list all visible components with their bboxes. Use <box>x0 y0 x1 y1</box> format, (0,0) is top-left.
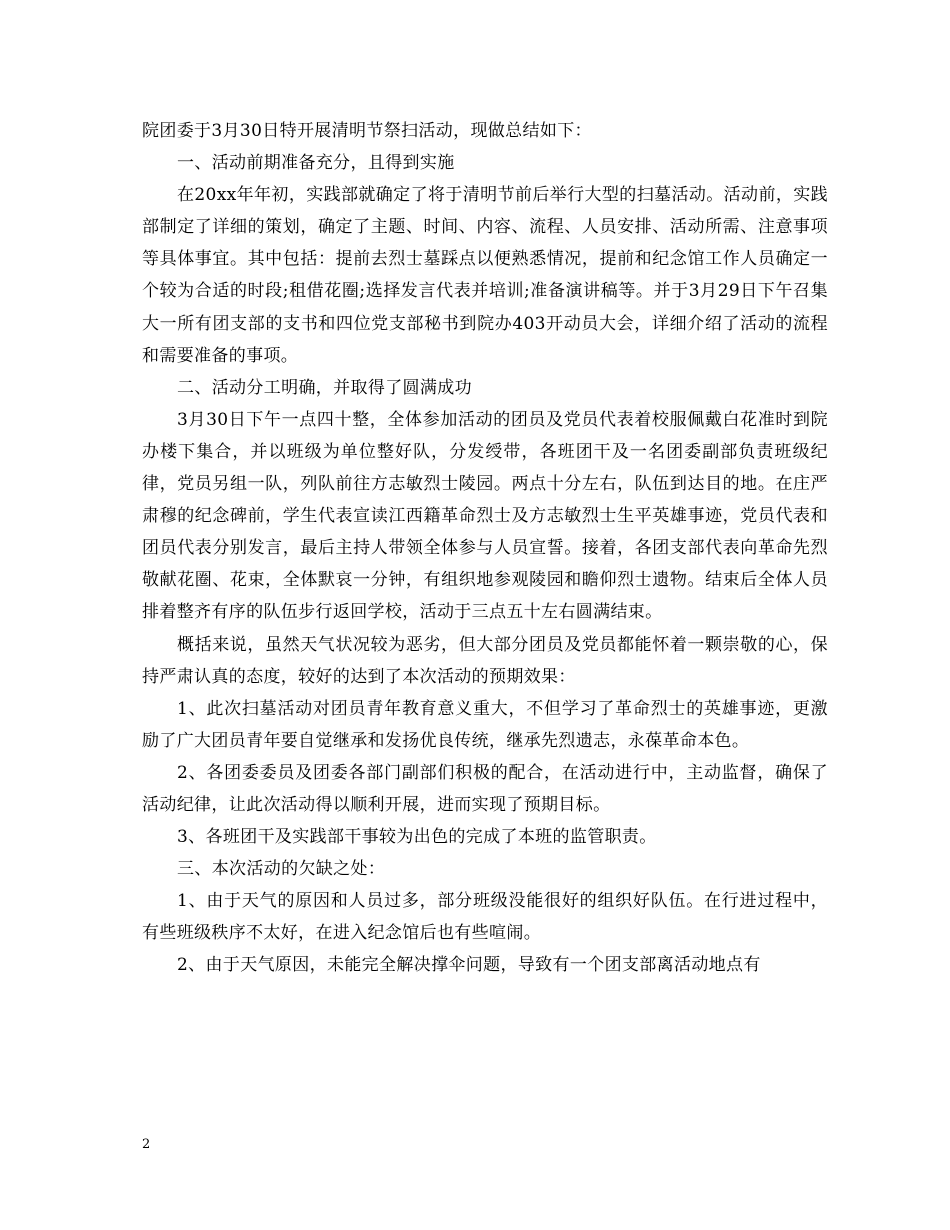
section-heading-2: 二、活动分工明确，并取得了圆满成功 <box>177 377 472 398</box>
paragraph-summary: 概括来说，虽然天气状况较为恶劣，但大部分团员及党员都能怀着一颗崇敬的心，保持严肃认真的态度，较好的达到了本次活动的预期效果： <box>142 634 828 687</box>
document-body <box>142 115 828 982</box>
section-heading-1: 一、活动前期准备充分，且得到实施 <box>177 153 455 174</box>
list-item: 2、由于天气原因，未能完全解决撑伞问题，导致有一个团支部离活动地点有 <box>177 955 761 976</box>
list-item: 2、各团委委员及团委各部门副部们积极的配合，在活动进行中，主动监督，确保了活动纪律，让此次活动得以顺利开展，进而实现了预期目标。 <box>142 762 828 815</box>
list-item: 1、此次扫墓活动对团员青年教育意义重大，不但学习了革命烈士的英雄事迹，更激励了广大团员青年要自觉继承和发扬优良传统，继承先烈遗志，永葆革命本色。 <box>142 698 828 751</box>
section-heading-3: 三、本次活动的欠缺之处： <box>177 859 386 880</box>
paragraph-intro: 院团委于3月30日特开展清明节祭扫活动，现做总结如下： <box>142 121 592 141</box>
list-item: 3、各班团干及实践部干事较为出色的完成了本班的监管职责。 <box>177 827 657 848</box>
paragraph-preparation: 在20xx年年初，实践部就确定了将于清明节前后举行大型的扫墓活动。活动前，实践部制定了详细的策划，确定了主题、时间、内容、流程、人员安排、活动所需、注意事项等具体事宜。其中包括：提前去烈士墓踩点以便熟悉情况，提前和纪念馆工作人员确定一个较为合适的时段;租借花圈;选择发言代表并培训;准备演讲稿等。并于3月29日下午召集大一所有团支部的支书和四位党支部秘书到院办403开动员大会，详细介绍了活动的流程和需要准备的事项。 <box>142 185 828 366</box>
paragraph-activity: 3月30日下午一点四十整，全体参加活动的团员及党员代表着校服佩戴白花准时到院办楼下集合，并以班级为单位整好队，分发绶带，各班团干及一名团委副部负责班级纪律，党员另组一队，列队前往方志敏烈士陵园。两点十分左右，队伍到达目的地。在庄严肃穆的纪念碑前，学生代表宣读江西籍革命烈士及方志敏烈士生平英雄事迹，党员代表和团员代表分别发言，最后主持人带领全体参与人员宣誓。接着，各团支部代表向革命先烈敬献花圈、花束，全体默哀一分钟，有组织地参观陵园和瞻仰烈士遗物。结束后全体人员排着整齐有序的队伍步行返回学校，活动于三点五十左右圆满结束。 <box>142 409 828 623</box>
list-item: 1、由于天气的原因和人员过多，部分班级没能很好的组织好队伍。在行进过程中，有些班级秩序不太好，在进入纪念馆后也有些喧闹。 <box>142 891 828 944</box>
page-number: 2 <box>142 1137 151 1152</box>
